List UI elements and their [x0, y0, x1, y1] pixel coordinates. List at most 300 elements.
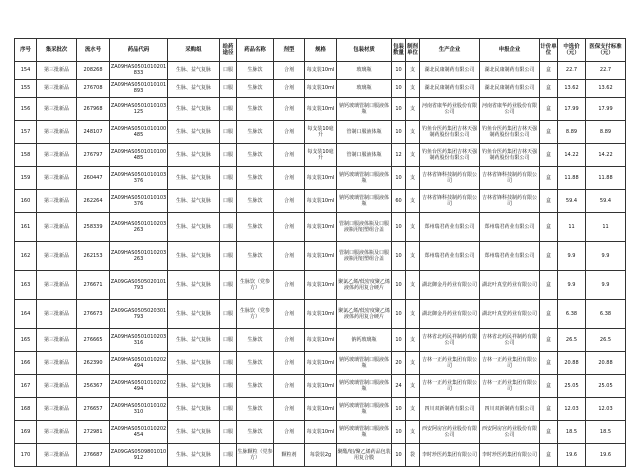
cell-code: ZA09HAS0501010202494 [110, 374, 168, 397]
cell-serial: 262390 [77, 351, 110, 374]
cell-price_unit: 盒 [540, 212, 558, 241]
cell-pay: 59.4 [586, 189, 626, 212]
cell-price_unit: 盒 [540, 420, 558, 443]
cell-maker: 郑州瑞君药业有限公司 [420, 241, 480, 270]
cell-material: 玻璃瓶 [337, 62, 392, 80]
cell-unit: 支 [406, 241, 420, 270]
cell-route: 口服 [220, 351, 237, 374]
cell-code: ZA09GAS0505020101793 [110, 270, 168, 299]
cell-qty: 12 [392, 143, 406, 166]
cell-code: ZA09HAS0501010102310 [110, 397, 168, 420]
cell-route: 口服 [220, 212, 237, 241]
cell-price: 8.89 [558, 120, 586, 143]
cell-group: 生脉、益气复脉 [168, 166, 220, 189]
cell-serial: 276665 [77, 328, 110, 351]
cell-serial: 260447 [77, 166, 110, 189]
cell-form: 合剂 [274, 189, 305, 212]
column-header: 生产企业 [420, 39, 480, 62]
cell-pay: 19.6 [586, 443, 626, 466]
cell-serial: 256367 [77, 374, 110, 397]
cell-batch: 第三批新品 [37, 212, 77, 241]
cell-group: 生脉、益气复脉 [168, 120, 220, 143]
cell-batch: 第三批新品 [37, 270, 77, 299]
cell-serial: 276671 [77, 270, 110, 299]
cell-group: 生脉、益气复脉 [168, 79, 220, 97]
cell-spec: 每支装10ml [305, 328, 337, 351]
cell-serial: 272981 [77, 420, 110, 443]
cell-spec: 每支装10ml [305, 166, 337, 189]
cell-price: 20.88 [558, 351, 586, 374]
cell-form: 合剂 [274, 79, 305, 97]
cell-unit: 支 [406, 97, 420, 120]
cell-pay: 9.9 [586, 241, 626, 270]
cell-price: 12.03 [558, 397, 586, 420]
cell-serial: 262153 [77, 241, 110, 270]
cell-form: 合剂 [274, 120, 305, 143]
cell-seq: 165 [15, 328, 37, 351]
cell-code: ZA09HAS0501010203263 [110, 241, 168, 270]
table-row [15, 270, 626, 299]
cell-qty: 10 [392, 241, 406, 270]
cell-price_unit: 盒 [540, 62, 558, 80]
cell-qty: 10 [392, 397, 406, 420]
cell-price: 17.99 [558, 97, 586, 120]
cell-price_unit: 盒 [540, 270, 558, 299]
column-header: 中选价（元） [558, 39, 586, 62]
cell-route: 口服 [220, 299, 237, 328]
cell-form: 合剂 [274, 351, 305, 374]
cell-price_unit: 盒 [540, 166, 558, 189]
cell-maker: 吉林省北药民祥制药有限公司 [420, 328, 480, 351]
cell-name: 生脉饮 [237, 397, 274, 420]
cell-serial: 258339 [77, 212, 110, 241]
cell-price: 11.88 [558, 166, 586, 189]
cell-material: 钠钙玻璃管制口服液体瓶 [337, 420, 392, 443]
cell-price: 59.4 [558, 189, 586, 212]
cell-spec: 每支装10毫升 [305, 143, 337, 166]
cell-unit: 袋 [406, 443, 420, 466]
cell-route: 口服 [220, 241, 237, 270]
cell-seq: 160 [15, 189, 37, 212]
table-row [15, 143, 626, 166]
column-header: 集采批次 [37, 39, 77, 62]
cell-route: 口服 [220, 328, 237, 351]
cell-material: 管制口服液体瓶 [337, 143, 392, 166]
cell-code: ZA09HAS0501010201833 [110, 62, 168, 80]
table-row [15, 62, 626, 80]
cell-spec: 每支装10ml [305, 79, 337, 97]
table-row [15, 351, 626, 374]
cell-seq: 170 [15, 443, 37, 466]
cell-material: 钠钙玻璃管制口服液体瓶 [337, 97, 392, 120]
cell-material: 钠钙玻璃管制口服液体瓶 [337, 374, 392, 397]
cell-route: 口服 [220, 189, 237, 212]
cell-form: 合剂 [274, 62, 305, 80]
cell-maker: 西安阿房宫药业股份有限公司 [420, 420, 480, 443]
cell-batch: 第三批新品 [37, 62, 77, 80]
cell-maker: 河南省康华药业股份有限公司 [420, 97, 480, 120]
cell-price_unit: 盒 [540, 79, 558, 97]
cell-name: 生脉饮 [237, 62, 274, 80]
cell-qty: 10 [392, 79, 406, 97]
cell-applicant: 郑州瑞君药业有限公司 [480, 212, 540, 241]
cell-form: 合剂 [274, 328, 305, 351]
cell-pay: 6.38 [586, 299, 626, 328]
table-row [15, 241, 626, 270]
cell-applicant: 湖北叶真堂药业有限公司 [480, 270, 540, 299]
cell-name: 生脉饮（党参方） [237, 299, 274, 328]
cell-material: 聚氯乙烯/低密度聚乙烯液体药用复合硬片 [337, 270, 392, 299]
cell-applicant: 吉林一正药业集团有限公司 [480, 374, 540, 397]
cell-code: ZA09HAS0501010100485 [110, 120, 168, 143]
cell-seq: 156 [15, 97, 37, 120]
cell-applicant: 四川双新制药有限公司 [480, 397, 540, 420]
cell-route: 口服 [220, 397, 237, 420]
cell-maker: 吉林一正药业集团有限公司 [420, 374, 480, 397]
cell-serial: 276797 [77, 143, 110, 166]
cell-route: 口服 [220, 270, 237, 299]
cell-batch: 第三批新品 [37, 374, 77, 397]
cell-name: 生脉饮 [237, 79, 274, 97]
cell-pay: 11 [586, 212, 626, 241]
cell-route: 口服 [220, 120, 237, 143]
table-body [15, 62, 626, 467]
cell-maker: 钓鱼台医药集团吉林天强制药股份有限公司 [420, 120, 480, 143]
cell-name: 生脉饮 [237, 351, 274, 374]
cell-price_unit: 盒 [540, 120, 558, 143]
cell-code: ZA09HAS0501010100485 [110, 143, 168, 166]
cell-group: 生脉、益气复脉 [168, 351, 220, 374]
cell-spec: 每支装10毫升 [305, 120, 337, 143]
cell-route: 口服 [220, 374, 237, 397]
cell-pay: 20.88 [586, 351, 626, 374]
cell-code: ZA09HAS0501010203263 [110, 212, 168, 241]
cell-material: 管制口服液体瓶 [337, 120, 392, 143]
column-header: 包装数量 [392, 39, 406, 62]
cell-material: 玻璃瓶 [337, 79, 392, 97]
header-row [15, 39, 626, 62]
cell-unit: 支 [406, 120, 420, 143]
cell-code: ZA09GAS0509801010912 [110, 443, 168, 466]
cell-qty: 10 [392, 328, 406, 351]
cell-batch: 第三批新品 [37, 143, 77, 166]
cell-batch: 第三批新品 [37, 241, 77, 270]
cell-maker: 湖北御金丹药业有限公司 [420, 270, 480, 299]
cell-seq: 157 [15, 120, 37, 143]
cell-price: 13.62 [558, 79, 586, 97]
cell-price: 14.22 [558, 143, 586, 166]
cell-maker: 郑州瑞君药业有限公司 [420, 212, 480, 241]
cell-seq: 169 [15, 420, 37, 443]
cell-code: ZA09HAS0501010103376 [110, 189, 168, 212]
cell-unit: 支 [406, 351, 420, 374]
cell-serial: 248107 [77, 120, 110, 143]
column-header: 给药途径 [220, 39, 237, 62]
cell-applicant: 吉林省锋科技制药有限公司 [480, 189, 540, 212]
cell-applicant: 郑州瑞君药业有限公司 [480, 241, 540, 270]
cell-material: 管制口服液体瓶及口服液瓶用铝塑组合盖 [337, 212, 392, 241]
cell-price_unit: 盒 [540, 397, 558, 420]
cell-maker: 李时珍医药集团有限公司 [420, 443, 480, 466]
cell-maker: 湖北民康制药有限公司 [420, 79, 480, 97]
cell-form: 合剂 [274, 397, 305, 420]
cell-unit: 支 [406, 374, 420, 397]
cell-pay: 11.88 [586, 166, 626, 189]
cell-seq: 154 [15, 62, 37, 80]
cell-price_unit: 盒 [540, 299, 558, 328]
cell-price_unit: 盒 [540, 351, 558, 374]
table-row [15, 212, 626, 241]
cell-code: ZA09HAS0501010103125 [110, 97, 168, 120]
cell-batch: 第三批新品 [37, 443, 77, 466]
cell-batch: 第三批新品 [37, 189, 77, 212]
table-row [15, 189, 626, 212]
cell-serial: 276673 [77, 299, 110, 328]
cell-seq: 168 [15, 397, 37, 420]
cell-spec: 每支装10ml [305, 97, 337, 120]
cell-code: ZA09HAS0501010101893 [110, 79, 168, 97]
cell-code: ZA09GAS0505020301793 [110, 299, 168, 328]
cell-code: ZA09HAS0501010202454 [110, 420, 168, 443]
table-row [15, 397, 626, 420]
cell-name: 生脉饮 [237, 420, 274, 443]
column-header: 流水号 [77, 39, 110, 62]
cell-pay: 22.7 [586, 62, 626, 80]
cell-maker: 湖北御金丹药业有限公司 [420, 299, 480, 328]
table-row [15, 97, 626, 120]
column-header: 采购组 [168, 39, 220, 62]
cell-seq: 163 [15, 270, 37, 299]
cell-group: 生脉、益气复脉 [168, 189, 220, 212]
cell-qty: 24 [392, 374, 406, 397]
cell-form: 合剂 [274, 374, 305, 397]
cell-price_unit: 盒 [540, 189, 558, 212]
cell-material: 管制口服液体瓶及口服液瓶用铝塑组合盖 [337, 241, 392, 270]
cell-unit: 支 [406, 299, 420, 328]
cell-name: 生脉饮 [237, 328, 274, 351]
cell-group: 生脉、益气复脉 [168, 374, 220, 397]
cell-spec: 每支装10ml [305, 212, 337, 241]
cell-spec: 每袋装2g [305, 443, 337, 466]
column-header: 规格 [305, 39, 337, 62]
cell-price: 6.38 [558, 299, 586, 328]
cell-form: 合剂 [274, 212, 305, 241]
cell-batch: 第三批新品 [37, 120, 77, 143]
cell-route: 口服 [220, 420, 237, 443]
cell-name: 生脉饮 [237, 374, 274, 397]
cell-seq: 164 [15, 299, 37, 328]
cell-code: ZA09HAS0501010103376 [110, 166, 168, 189]
cell-applicant: 吉林一正药业集团有限公司 [480, 351, 540, 374]
cell-qty: 20 [392, 351, 406, 374]
cell-applicant: 河南省康华药业股份有限公司 [480, 97, 540, 120]
cell-group: 生脉、益气复脉 [168, 270, 220, 299]
cell-spec: 每支装10ml [305, 299, 337, 328]
cell-price: 18.5 [558, 420, 586, 443]
cell-seq: 167 [15, 374, 37, 397]
cell-route: 口服 [220, 79, 237, 97]
cell-pay: 17.99 [586, 97, 626, 120]
cell-seq: 158 [15, 143, 37, 166]
table-row [15, 79, 626, 97]
cell-group: 生脉、益气复脉 [168, 420, 220, 443]
cell-route: 口服 [220, 443, 237, 466]
cell-batch: 第三批新品 [37, 351, 77, 374]
table-row [15, 120, 626, 143]
cell-form: 合剂 [274, 143, 305, 166]
cell-route: 口服 [220, 97, 237, 120]
cell-route: 口服 [220, 143, 237, 166]
cell-group: 生脉、益气复脉 [168, 443, 220, 466]
cell-route: 口服 [220, 166, 237, 189]
cell-qty: 60 [392, 189, 406, 212]
cell-price: 9.9 [558, 270, 586, 299]
cell-code: ZA09HAS0501010203316 [110, 328, 168, 351]
cell-material: 钠钙玻璃瓶 [337, 328, 392, 351]
cell-pay: 14.22 [586, 143, 626, 166]
cell-serial: 276657 [77, 397, 110, 420]
cell-price: 9.9 [558, 241, 586, 270]
cell-unit: 支 [406, 189, 420, 212]
cell-pay: 8.89 [586, 120, 626, 143]
column-header: 计价单位 [540, 39, 558, 62]
cell-batch: 第三批新品 [37, 299, 77, 328]
cell-pay: 12.03 [586, 397, 626, 420]
cell-batch: 第三批新品 [37, 166, 77, 189]
cell-group: 生脉、益气复脉 [168, 241, 220, 270]
cell-qty: 10 [392, 62, 406, 80]
cell-pay: 26.5 [586, 328, 626, 351]
cell-unit: 支 [406, 328, 420, 351]
cell-price_unit: 盒 [540, 241, 558, 270]
cell-price: 19.6 [558, 443, 586, 466]
cell-spec: 每支装10ml [305, 351, 337, 374]
cell-material: 钠钙玻璃管制口服液体瓶 [337, 397, 392, 420]
cell-applicant: 西安阿房宫药业股份有限公司 [480, 420, 540, 443]
cell-group: 生脉、益气复脉 [168, 328, 220, 351]
cell-qty: 10 [392, 166, 406, 189]
column-header: 医保支付标准（元） [586, 39, 626, 62]
cell-serial: 262264 [77, 189, 110, 212]
cell-price: 11 [558, 212, 586, 241]
cell-applicant: 李时珍医药集团有限公司 [480, 443, 540, 466]
cell-name: 生脉饮 [237, 212, 274, 241]
cell-batch: 第三批新品 [37, 79, 77, 97]
cell-material: 钠钙玻璃管制口服液体瓶 [337, 351, 392, 374]
cell-pay: 9.9 [586, 270, 626, 299]
cell-material: 钠钙玻璃管制口服液体瓶 [337, 166, 392, 189]
cell-form: 合剂 [274, 299, 305, 328]
cell-price: 25.05 [558, 374, 586, 397]
cell-group: 生脉、益气复脉 [168, 299, 220, 328]
cell-unit: 支 [406, 397, 420, 420]
cell-maker: 吉林省锋科技制药有限公司 [420, 166, 480, 189]
cell-qty: 10 [392, 97, 406, 120]
cell-route: 口服 [220, 62, 237, 80]
cell-seq: 162 [15, 241, 37, 270]
cell-applicant: 吉林省北药民祥制药有限公司 [480, 328, 540, 351]
cell-unit: 支 [406, 166, 420, 189]
cell-serial: 276708 [77, 79, 110, 97]
cell-unit: 支 [406, 143, 420, 166]
cell-spec: 每支装10ml [305, 270, 337, 299]
cell-name: 生脉饮 [237, 143, 274, 166]
cell-group: 生脉、益气复脉 [168, 212, 220, 241]
column-header: 制剂单位 [406, 39, 420, 62]
cell-maker: 湖北民康制药有限公司 [420, 62, 480, 80]
cell-name: 生脉饮 [237, 241, 274, 270]
cell-applicant: 钓鱼台医药集团吉林天强制药股份有限公司 [480, 143, 540, 166]
table-row [15, 328, 626, 351]
cell-seq: 155 [15, 79, 37, 97]
cell-applicant: 钓鱼台医药集团吉林天强制药股份有限公司 [480, 120, 540, 143]
cell-price_unit: 盒 [540, 328, 558, 351]
cell-form: 合剂 [274, 420, 305, 443]
cell-form: 颗粒剂 [274, 443, 305, 466]
cell-batch: 第三批新品 [37, 420, 77, 443]
cell-material: 钠钙玻璃管制口服液体瓶 [337, 189, 392, 212]
cell-spec: 每支装10ml [305, 241, 337, 270]
cell-name: 生脉饮 [237, 120, 274, 143]
cell-applicant: 吉林省锋科技制药有限公司 [480, 166, 540, 189]
cell-batch: 第三批新品 [37, 97, 77, 120]
cell-spec: 每支装10ml [305, 420, 337, 443]
cell-unit: 支 [406, 270, 420, 299]
table-row [15, 420, 626, 443]
cell-name: 生脉饮 [237, 97, 274, 120]
cell-serial: 267968 [77, 97, 110, 120]
cell-pay: 25.05 [586, 374, 626, 397]
cell-qty: 10 [392, 270, 406, 299]
cell-pay: 13.62 [586, 79, 626, 97]
table-row [15, 299, 626, 328]
cell-serial: 276687 [77, 443, 110, 466]
cell-code: ZA09HAS0501010202494 [110, 351, 168, 374]
cell-seq: 166 [15, 351, 37, 374]
cell-price_unit: 盒 [540, 143, 558, 166]
cell-price_unit: 盒 [540, 97, 558, 120]
cell-qty: 10 [392, 212, 406, 241]
cell-form: 合剂 [274, 270, 305, 299]
cell-material: 聚酯/铝/聚乙烯药品包装用复合膜 [337, 443, 392, 466]
cell-name: 生脉饮（党参方） [237, 270, 274, 299]
cell-material: 聚氯乙烯/低密度聚乙烯液体药用复合硬片 [337, 299, 392, 328]
column-header: 剂型 [274, 39, 305, 62]
cell-group: 生脉、益气复脉 [168, 397, 220, 420]
cell-price_unit: 盒 [540, 443, 558, 466]
cell-spec: 每支装10ml [305, 62, 337, 80]
cell-maker: 钓鱼台医药集团吉林天强制药股份有限公司 [420, 143, 480, 166]
cell-group: 生脉、益气复脉 [168, 62, 220, 80]
price-list-sheet [14, 38, 625, 467]
cell-form: 合剂 [274, 241, 305, 270]
cell-unit: 支 [406, 420, 420, 443]
cell-maker: 吉林一正药业集团有限公司 [420, 351, 480, 374]
price-table [14, 38, 626, 467]
cell-name: 生脉饮 [237, 189, 274, 212]
cell-group: 生脉、益气复脉 [168, 97, 220, 120]
table-row [15, 374, 626, 397]
cell-unit: 支 [406, 212, 420, 241]
column-header: 申报企业 [480, 39, 540, 62]
cell-batch: 第三批新品 [37, 397, 77, 420]
cell-spec: 每支装10ml [305, 374, 337, 397]
column-header: 药品名称 [237, 39, 274, 62]
cell-serial: 208268 [77, 62, 110, 80]
cell-qty: 10 [392, 420, 406, 443]
cell-unit: 支 [406, 79, 420, 97]
cell-applicant: 湖北叶真堂药业有限公司 [480, 299, 540, 328]
